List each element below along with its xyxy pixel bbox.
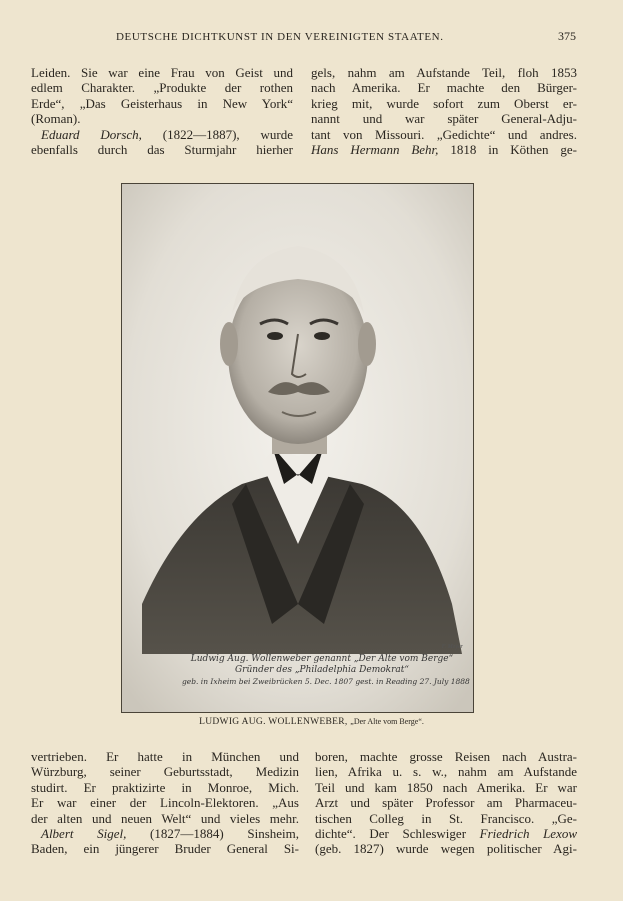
text-fragment: (1822—1887), wurde (162, 126, 294, 142)
text-line (311, 142, 577, 157)
caption-nickname: „Der Alte vom Berge“. (350, 717, 424, 726)
caption-name: LUDWIG AUG. WOLLENWEBER, (199, 717, 348, 727)
text-line: boren, machte grosse Reisen nach Austra- (315, 749, 577, 764)
text-line: Erde“, „Das Geisterhaus in New York“ (31, 95, 293, 111)
text-line: Arzt und später Professor am Pharmaceu- (315, 795, 577, 811)
text-column-top-right (311, 65, 577, 157)
inscription-line: Ludwig Aug. Wollenweber genannt „Der Alte vom Berge“ (190, 654, 454, 664)
text-line: nach Amerika. Er machte den Bürger- (311, 80, 577, 96)
text-line: studirt. Er praktizirte in Monroe, Mich. (31, 779, 299, 795)
text-line: (Roman). (31, 111, 81, 127)
text-line: tischen Colleg in St. Francisco. „Ge- (315, 810, 577, 826)
text-line: ebenfalls durch das Sturmjahr hierher (31, 142, 293, 158)
text-fragment: (1827—1884) Sinsheim, (150, 826, 299, 842)
engraver-signature: F. Meyer (441, 644, 463, 650)
text-line (315, 826, 577, 841)
person-name: Friedrich Lexow (479, 826, 578, 842)
portrait-inscription (182, 654, 470, 687)
text-column-bottom-right (315, 749, 577, 857)
text-line: Baden, ein jüngerer Bruder General Si- (31, 841, 299, 857)
portrait-illustration (122, 184, 474, 713)
text-line: gels, nahm am Aufstande Teil, floh 1853 (311, 65, 577, 80)
text-line: edlem Charakter. „Produkte der rothen (31, 80, 293, 96)
person-name: Eduard Dorsch, (41, 126, 142, 142)
text-line: Teil und kam 1850 nach Amerika. Er war (315, 779, 577, 795)
text-line: Er war einer der Lincoln-Elektoren. „Aus (31, 795, 299, 811)
text-line: lien, Afrika u. s. w., nahm am Aufstande (315, 764, 577, 780)
portrait-image (121, 183, 474, 713)
text-line (31, 127, 293, 142)
text-line: tant von Missouri. „Gedichte“ und andres. (311, 126, 577, 142)
person-name: Hans Hermann Behr, (311, 142, 439, 158)
text-line: Würzburg, seiner Geburtsstadt, Medizin (31, 764, 299, 780)
text-line: Leiden. Sie war eine Frau von Geist und (31, 65, 293, 80)
text-line: krieg mit, wurde sofort zum Oberst er- (311, 95, 577, 111)
figure-caption (0, 717, 623, 727)
text-line: der alten und neuen Welt“ und vieles mehr. (31, 810, 299, 826)
text-fragment: dichte“. Der Schleswiger (315, 826, 467, 842)
person-name: Albert Sigel, (41, 826, 127, 842)
inscription-line: geb. in Ixheim bei Zweibrücken 5. Dec. 1807 gest. in Reading 27. July 1888 (182, 677, 470, 686)
text-line: (geb. 1827) wurde wegen politischer Agi- (315, 841, 577, 857)
inscription-line: Gründer des „Philadelphia Demokrat“ (234, 665, 409, 675)
text-line: vertrieben. Er hatte in München und (31, 749, 299, 764)
text-column-bottom-left (31, 749, 299, 857)
text-line (31, 826, 299, 841)
text-column-top-left (31, 65, 293, 157)
running-header: DEUTSCHE DICHTKUNST IN DEN VEREINIGTEN STAATEN. (116, 31, 444, 43)
text-fragment: 1818 in Köthen ge- (450, 142, 578, 158)
page-number: 375 (558, 29, 576, 43)
text-line: nannt und war später General-Adju- (311, 111, 577, 127)
